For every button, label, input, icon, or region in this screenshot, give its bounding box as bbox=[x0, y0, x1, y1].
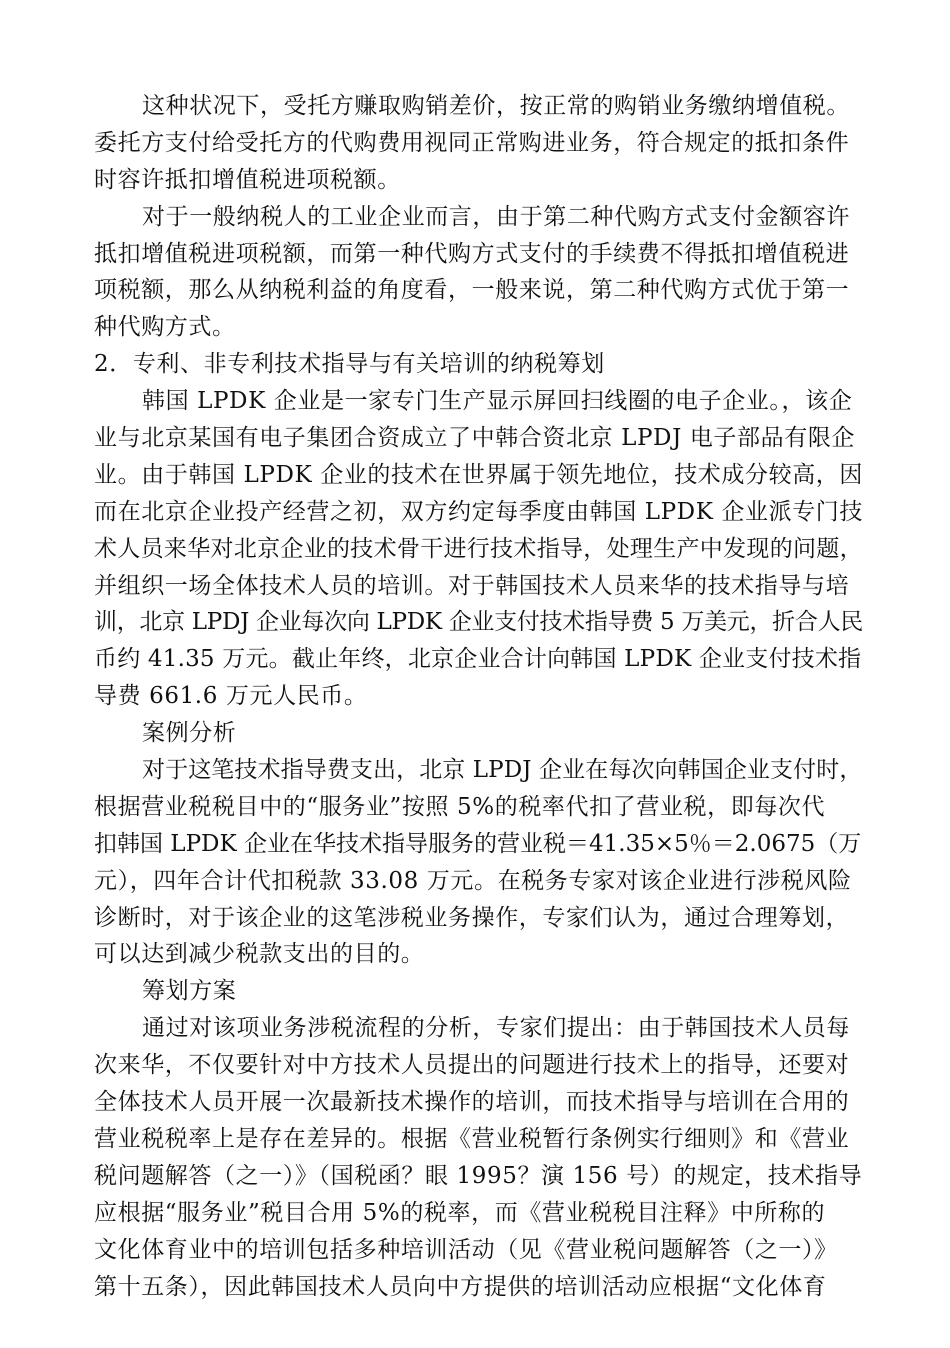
text-line: 应根据“服务业”税目合用 5%的税率，而《营业税税目注释》中所称的 bbox=[94, 1199, 826, 1226]
text-line: 韩国 LPDK 企业是一家专门生产显示屏回扫线圈的电子企业。，该企 bbox=[142, 388, 853, 415]
document-body bbox=[94, 88, 864, 1305]
text-line: 抵扣增值税进项税额，而第一种代购方式支付的手续费不得抵扣增值税进 bbox=[94, 240, 850, 267]
text-line: 种代购方式。 bbox=[94, 314, 236, 341]
text-line: 可以达到减少税款支出的目的。 bbox=[94, 941, 425, 968]
text-line: 扣韩国 LPDK 企业在华技术指导服务的营业税＝41.35×5％＝2.0675（万 bbox=[94, 830, 862, 857]
text-line: 业与北京某国有电子集团合资成立了中韩合资北京 LPDJ 电子部品有限企 bbox=[94, 425, 856, 452]
text-line: 通过对该项业务涉税流程的分析，专家们提出：由于韩国技术人员每 bbox=[142, 1015, 850, 1042]
text-line: 案例分析 bbox=[142, 720, 237, 747]
text-line: 项税额，那么从纳税利益的角度看，一般来说，第二种代购方式优于第一 bbox=[94, 277, 850, 304]
text-line: 委托方支付给受托方的代购费用视同正常购进业务，符合规定的抵扣条件 bbox=[94, 129, 850, 156]
text-line: 根据营业税税目中的“服务业”按照 5%的税率代扣了营业税，即每次代 bbox=[94, 793, 826, 820]
text-line: 时容许抵扣增值税进项税额。 bbox=[94, 166, 401, 193]
text-line: 并组织一场全体技术人员的培训。对于韩国技术人员来华的技术指导与培 bbox=[94, 572, 850, 599]
text-line: 筹划方案 bbox=[142, 978, 237, 1005]
text-line: 对于这笔技术指导费支出，北京 LPDJ 企业在每次向韩国企业支付时， bbox=[142, 757, 863, 784]
text-line: 全体技术人员开展一次最新技术操作的培训，而技术指导与培训在合用的 bbox=[94, 1089, 850, 1116]
text-line: 税问题解答（之一）》（国税函？眼 1995？演 156 号）的规定，技术指导 bbox=[94, 1162, 863, 1189]
text-line: 术人员来华对北京企业的技术骨干进行技术指导，处理生产中发现的问题， bbox=[94, 535, 863, 562]
text-line: 营业税税率上是存在差异的。根据《营业税暂行条例实行细则》和《营业 bbox=[94, 1125, 850, 1152]
text-line: 币约 41.35 万元。截止年终，北京企业合计向韩国 LPDK 企业支付技术指 bbox=[94, 646, 862, 673]
text-line: 次来华，不仅要针对中方技术人员提出的问题进行技术上的指导，还要对 bbox=[94, 1052, 850, 1079]
text-line: 训，北京 LPDJ 企业每次向 LPDK 企业支付技术指导费 5 万美元，折合人民 bbox=[94, 609, 863, 636]
text-line: 元），四年合计代扣税款 33.08 万元。在税务专家对该企业进行涉税风险 bbox=[94, 867, 852, 894]
text-line: 对于一般纳税人的工业企业而言，由于第二种代购方式支付金额容许 bbox=[142, 203, 850, 230]
text-line: 业。由于韩国 LPDK 企业的技术在世界属于领先地位，技术成分较高，因 bbox=[94, 461, 863, 488]
text-line: 2．专利、非专利技术指导与有关培训的纳税筹划 bbox=[94, 351, 605, 378]
text-line: 导费 661.6 万元人民币。 bbox=[94, 683, 368, 710]
text-line: 这种状况下，受托方赚取购销差价，按正常的购销业务缴纳增值税。 bbox=[142, 93, 850, 119]
text-line: 第十五条），因此韩国技术人员向中方提供的培训活动应根据“文化体育 bbox=[94, 1273, 827, 1300]
text-line: 而在北京企业投产经营之初，双方约定每季度由韩国 LPDK 企业派专门技 bbox=[94, 498, 863, 525]
text-line: 诊断时，对于该企业的这笔涉税业务操作，专家们认为，通过合理筹划， bbox=[94, 904, 850, 931]
text-line: 文化体育业中的培训包括多种培训活动（见《营业税问题解答（之一）》 bbox=[94, 1236, 838, 1263]
